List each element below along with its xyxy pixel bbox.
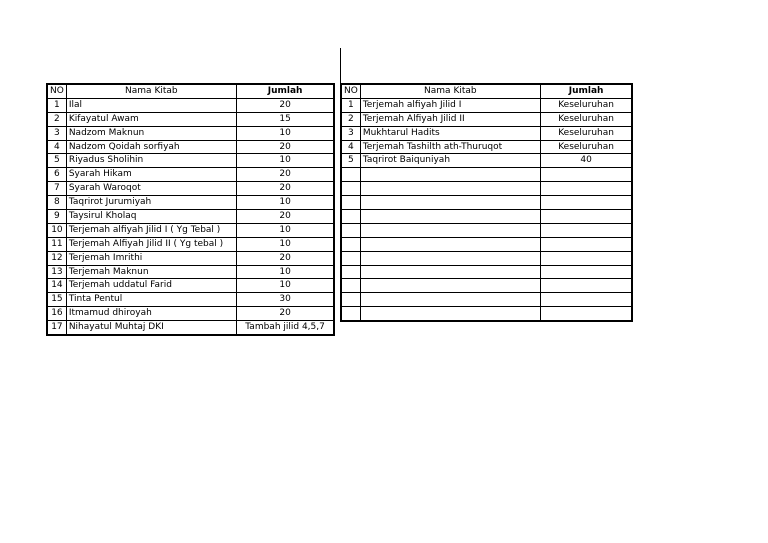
left-cell-no: 6 [47,168,66,182]
left-cell-jumlah: 10 [236,154,334,168]
left-cell-no: 3 [47,126,66,140]
right-cell-jumlah [540,182,632,196]
right-cell-nama [360,237,540,251]
left-cell-nama: Terjemah alfiyah Jilid I ( Yg Tebal ) [66,223,236,237]
right-cell-no [341,293,360,307]
left-cell-no: 8 [47,196,66,210]
left-cell-no: 13 [47,265,66,279]
right-cell-jumlah [540,237,632,251]
left-cell-nama: Terjemah uddatul Farid [66,279,236,293]
left-cell-nama: Terjemah Maknun [66,265,236,279]
left-cell-nama: Taysirul Kholaq [66,210,236,224]
left-cell-jumlah: 20 [236,251,334,265]
left-cell-no: 17 [47,321,66,335]
left-cell-nama: Ilal [66,98,236,112]
left-cell-nama: Nihayatul Muhtaj DKI [66,321,236,335]
left-cell-no: 1 [47,98,66,112]
right-cell-nama: Mukhtarul Hadits [360,126,540,140]
right-table-row [341,293,632,307]
right-cell-jumlah [540,279,632,293]
right-cell-nama [360,223,540,237]
left-table-row [47,98,334,112]
right-cell-nama [360,251,540,265]
left-cell-jumlah: 10 [236,279,334,293]
right-cell-no [341,196,360,210]
left-table-row [47,126,334,140]
left-cell-jumlah: 20 [236,182,334,196]
right-cell-jumlah [540,265,632,279]
left-table-row [47,168,334,182]
right-cell-no [341,265,360,279]
left-table-row [47,265,334,279]
right-cell-nama: Taqrirot Baiquniyah [360,154,540,168]
right-cell-no [341,237,360,251]
left-cell-jumlah: 20 [236,307,334,321]
left-cell-no: 10 [47,223,66,237]
right-cell-nama [360,168,540,182]
right-book-table [340,83,633,322]
right-cell-jumlah [540,210,632,224]
left-header-nama: Nama Kitab [66,84,236,98]
right-cell-jumlah: Keseluruhan [540,98,632,112]
right-table-row [341,98,632,112]
right-cell-jumlah [540,251,632,265]
right-table-row [341,265,632,279]
right-cell-nama [360,182,540,196]
left-cell-jumlah: 10 [236,237,334,251]
right-cell-nama [360,210,540,224]
right-table-row [341,154,632,168]
left-table-row [47,223,334,237]
left-cell-jumlah: 10 [236,265,334,279]
right-table-row [341,112,632,126]
left-table-row [47,279,334,293]
left-book-table [46,83,335,336]
right-cell-no [341,279,360,293]
left-header-jumlah: Jumlah [236,84,334,98]
left-header-no: NO [47,84,66,98]
right-cell-nama: Terjemah alfiyah Jilid I [360,98,540,112]
left-cell-no: 16 [47,307,66,321]
left-table-body [47,84,334,335]
left-cell-nama: Tinta Pentul [66,293,236,307]
right-table-row [341,140,632,154]
left-cell-nama: Itmamud dhiroyah [66,307,236,321]
left-cell-no: 12 [47,251,66,265]
left-cell-no: 14 [47,279,66,293]
left-cell-nama: Terjemah Alfiyah Jilid II ( Yg tebal ) [66,237,236,251]
right-cell-nama [360,265,540,279]
right-cell-jumlah: 40 [540,154,632,168]
left-table-row [47,112,334,126]
left-cell-nama: Nadzom Qoidah sorfiyah [66,140,236,154]
left-cell-nama: Nadzom Maknun [66,126,236,140]
left-cell-jumlah: 20 [236,168,334,182]
right-table-body [341,84,632,321]
column-divider-line [340,48,341,85]
right-table-row [341,279,632,293]
left-cell-jumlah: Tambah jilid 4,5,7 [236,321,334,335]
right-cell-no: 3 [341,126,360,140]
left-cell-nama: Syarah Waroqot [66,182,236,196]
left-cell-jumlah: 10 [236,126,334,140]
right-table-row [341,168,632,182]
left-table-row [47,154,334,168]
left-cell-jumlah: 20 [236,98,334,112]
left-table-row [47,307,334,321]
right-cell-jumlah: Keseluruhan [540,140,632,154]
right-cell-jumlah [540,307,632,321]
left-table-row [47,293,334,307]
right-cell-jumlah [540,196,632,210]
right-cell-no [341,168,360,182]
right-cell-jumlah [540,168,632,182]
left-cell-nama: Taqrirot Jurumiyah [66,196,236,210]
left-cell-nama: Kifayatul Awam [66,112,236,126]
left-table-row [47,196,334,210]
left-cell-jumlah: 30 [236,293,334,307]
right-cell-nama [360,279,540,293]
right-cell-nama: Terjemah Alfiyah Jilid II [360,112,540,126]
left-cell-no: 7 [47,182,66,196]
right-cell-nama [360,196,540,210]
left-cell-nama: Syarah Hikam [66,168,236,182]
right-cell-no [341,307,360,321]
left-cell-jumlah: 10 [236,196,334,210]
left-cell-no: 11 [47,237,66,251]
right-cell-jumlah [540,293,632,307]
left-cell-jumlah: 20 [236,140,334,154]
left-cell-no: 4 [47,140,66,154]
right-cell-no [341,251,360,265]
right-header-no: NO [341,84,360,98]
right-header-jumlah: Jumlah [540,84,632,98]
left-table-row [47,237,334,251]
right-cell-nama [360,293,540,307]
right-cell-no [341,223,360,237]
right-table-row [341,223,632,237]
right-cell-nama: Terjemah Tashilth ath-Thuruqot [360,140,540,154]
right-table-row [341,126,632,140]
right-header-row [341,84,632,98]
left-table-row [47,140,334,154]
left-cell-nama: Riyadus Sholihin [66,154,236,168]
right-header-nama: Nama Kitab [360,84,540,98]
left-cell-no: 2 [47,112,66,126]
right-cell-jumlah: Keseluruhan [540,126,632,140]
right-table-row [341,182,632,196]
left-cell-nama: Terjemah Imrithi [66,251,236,265]
right-table-row [341,307,632,321]
left-cell-no: 5 [47,154,66,168]
left-table-row [47,251,334,265]
left-table-row [47,321,334,335]
right-cell-jumlah: Keseluruhan [540,112,632,126]
left-cell-no: 9 [47,210,66,224]
right-cell-no: 2 [341,112,360,126]
left-cell-jumlah: 15 [236,112,334,126]
left-header-row [47,84,334,98]
left-cell-no: 15 [47,293,66,307]
right-cell-no: 5 [341,154,360,168]
right-cell-nama [360,307,540,321]
right-table-row [341,237,632,251]
left-table-row [47,210,334,224]
right-cell-no: 1 [341,98,360,112]
right-table-row [341,210,632,224]
right-cell-jumlah [540,223,632,237]
right-table-row [341,251,632,265]
right-cell-no [341,210,360,224]
left-table-row [47,182,334,196]
left-cell-jumlah: 10 [236,223,334,237]
right-cell-no [341,182,360,196]
right-cell-no: 4 [341,140,360,154]
left-cell-jumlah: 20 [236,210,334,224]
right-table-row [341,196,632,210]
